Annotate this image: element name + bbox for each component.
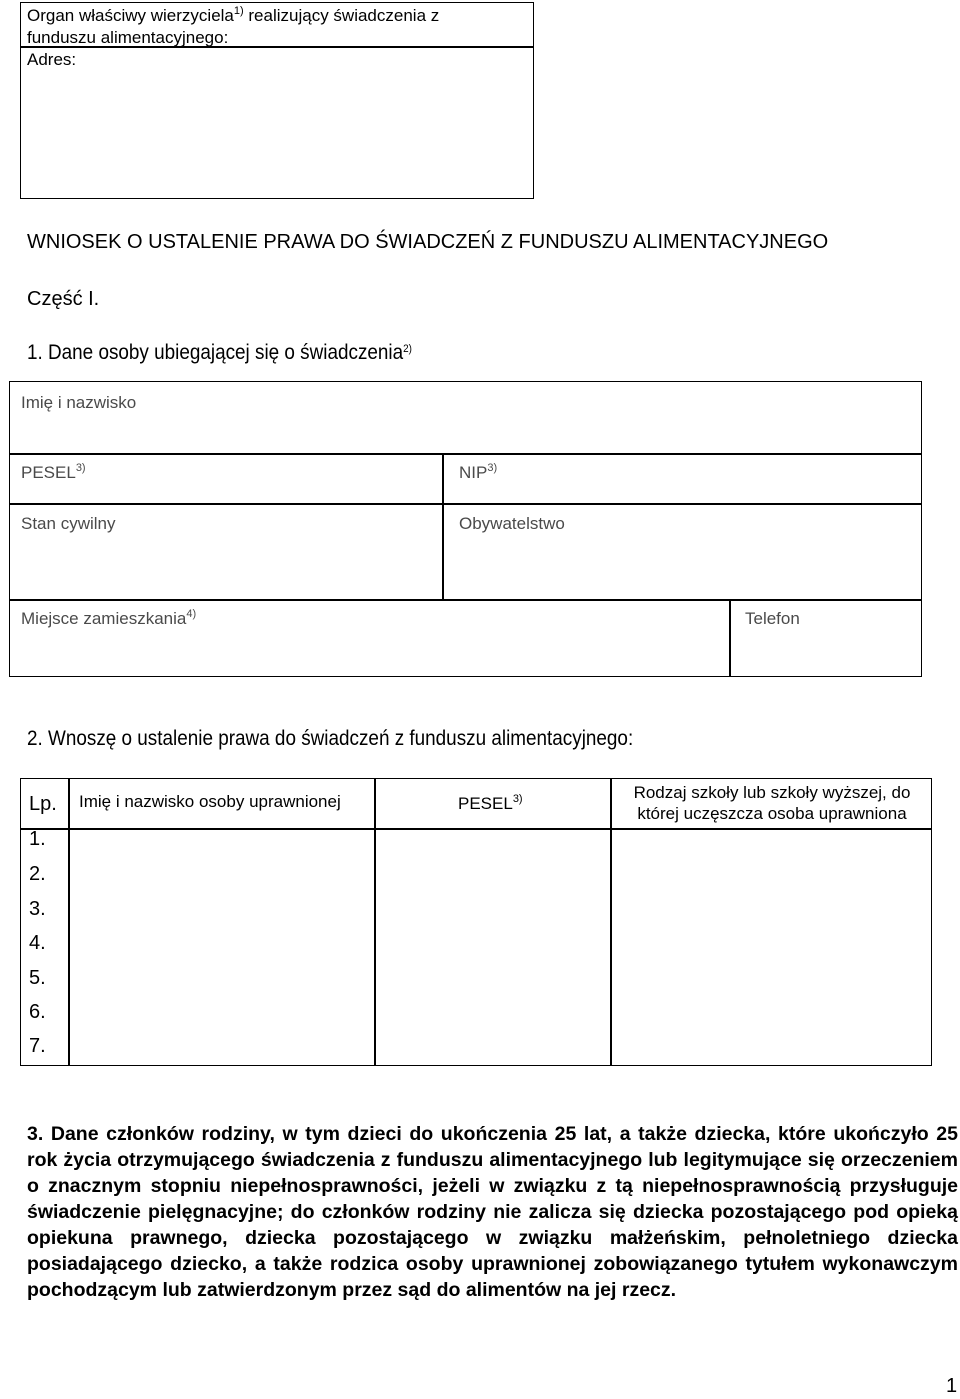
form-title: WNIOSEK O USTALENIE PRAWA DO ŚWIADCZEŃ Z FUNDUSZU ALIMENTACYJNEGO xyxy=(27,231,829,253)
section2-heading: 2. Wnoszę o ustalenie prawa do świadczeń z funduszu alimentacyjnego: xyxy=(27,727,634,750)
pesel-label: PESEL$^{3)}$ xyxy=(21,462,86,482)
address-label: Adres: xyxy=(27,50,77,69)
table-header-divider xyxy=(20,828,932,830)
row-number-4: 4. xyxy=(29,932,46,954)
col-header-lp: Lp. xyxy=(29,793,57,815)
row-number-7: 7. xyxy=(29,1035,46,1057)
applicant-row-divider-3 xyxy=(9,599,922,601)
applicant-row-divider-2 xyxy=(9,503,922,505)
applicant-row-divider-1 xyxy=(9,453,922,455)
phone-label: Telefon xyxy=(745,609,800,628)
row-number-3: 3. xyxy=(29,898,46,920)
residence-label: Miejsce zamieszkania$^{4)}$ xyxy=(21,608,197,628)
creditor-authority-label: Organ właściwy wierzyciela$^{1)}$ realizujący świadczenia z xyxy=(27,5,440,25)
applicant-col-divider-2 xyxy=(729,599,731,677)
col-header-school: Rodzaj szkoły lub szkoły wyższej, do której uczęszcza osoba uprawniona xyxy=(633,783,911,823)
row-number-6: 6. xyxy=(29,1001,46,1023)
marital-status-label: Stan cywilny xyxy=(21,514,116,533)
table-col-divider-1 xyxy=(68,778,70,1066)
row-number-5: 5. xyxy=(29,967,46,989)
part-label: Część I. xyxy=(27,288,100,310)
row-number-1: 1. xyxy=(29,828,46,850)
nip-label: NIP$^{3)}$ xyxy=(459,462,498,482)
col-header-pesel: PESEL$^{3)}$ xyxy=(458,793,523,813)
section3-paragraph: 3. Dane członków rodziny, w tym dzieci do ukończenia 25 lat, a także dziecka, które ukończyło 25 rok życia otrzymującego świadczenia z funduszu alimentacyjnego lub legitymujące się orzeczeniem o znacznym stopniu niepełnosprawności, jeżeli w związku z tą niepełnosprawnością przysługuje świadczenie pielęgnacyjne; do członków rodziny nie zalicza się dziecka pozostającego pod opieką opiekuna prawnego, dziecka pozostającego w związku małżeńskim, pełnoletniego dziecka posiadającego dziecko, a także rodzica osoby uprawnionej zobowiązanego tytułem wykonawczym pochodzącym lub zatwierdzonym przez sąd do alimentów na jej rzecz. xyxy=(27,1123,958,1301)
col-header-name: Imię i nazwisko osoby uprawnionej xyxy=(79,792,341,811)
citizenship-label: Obywatelstwo xyxy=(459,514,565,533)
table-col-divider-3 xyxy=(610,778,612,1066)
applicant-col-divider-1 xyxy=(442,453,444,600)
name-label: Imię i nazwisko xyxy=(21,393,137,412)
table-col-divider-2 xyxy=(374,778,376,1066)
section1-heading: 1. Dane osoby ubiegającej się o świadczenia$^{2)}$ xyxy=(27,341,412,364)
creditor-authority-label-line2: funduszu alimentacyjnego: xyxy=(27,28,229,47)
row-number-2: 2. xyxy=(29,863,46,885)
page-number: 1 xyxy=(946,1375,958,1397)
